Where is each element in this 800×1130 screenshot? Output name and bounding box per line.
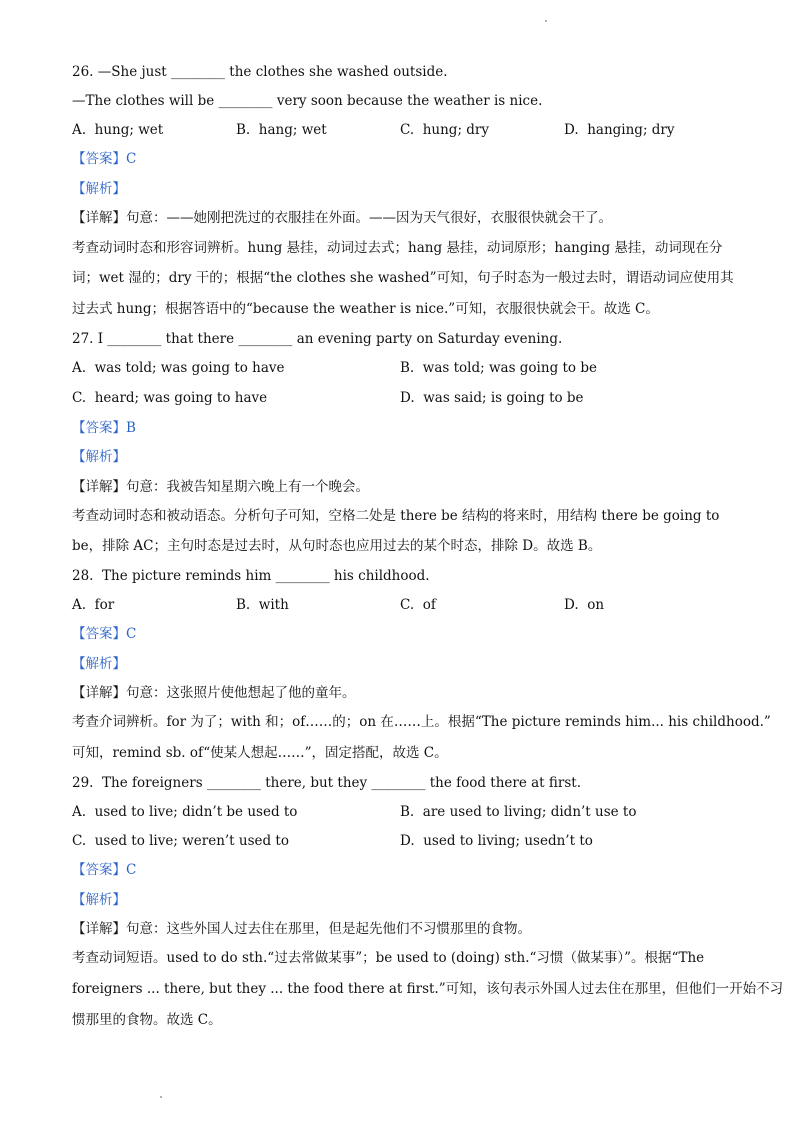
question-27-analysis-label: 【解析】 bbox=[72, 449, 126, 465]
question-27-answer: 【答案】B bbox=[72, 420, 136, 436]
question-27-detail-3: be，排除 AC；主句时态是过去时，从句时态也应用过去的某个时态，排除 D。故选 B。 bbox=[72, 538, 602, 554]
scan-dot bbox=[160, 1096, 162, 1098]
question-28-option-b: B. with bbox=[236, 597, 289, 613]
question-28-option-d: D. on bbox=[564, 597, 605, 613]
question-28-detail-1: 【详解】句意：这张照片使他想起了他的童年。 bbox=[72, 685, 356, 701]
question-29-detail-2: 考查动词短语。used to do sth.“过去常做某事”；be used to (doing) sth.“习惯（做某事）”。根据“The bbox=[72, 950, 705, 966]
question-26-option-c: C. hung; dry bbox=[400, 122, 490, 138]
question-26-detail-4: 过去式 hung；根据答语中的“because the weather is nice.”可知，衣服很快就会干。故选 C。 bbox=[72, 301, 659, 317]
question-29-stem: 29. The foreigners ________ there, but they ________ the food there at first. bbox=[72, 775, 582, 791]
question-29-detail-4: 惯那里的食物。故选 C。 bbox=[72, 1012, 222, 1028]
question-29-answer: 【答案】C bbox=[72, 862, 137, 878]
question-27-option-b: B. was told; was going to be bbox=[400, 360, 597, 376]
question-28-answer: 【答案】C bbox=[72, 626, 137, 642]
question-26-answer: 【答案】C bbox=[72, 151, 137, 167]
question-28-option-c: C. of bbox=[400, 597, 436, 613]
question-29-option-a: A. used to live; didn’t be used to bbox=[72, 804, 298, 820]
question-26-option-d: D. hanging; dry bbox=[564, 122, 675, 138]
question-27-stem: 27. I ________ that there ________ an evening party on Saturday evening. bbox=[72, 331, 563, 347]
question-29-option-d: D. used to living; usedn’t to bbox=[400, 833, 593, 849]
question-27-option-d: D. was said; is going to be bbox=[400, 390, 584, 406]
question-29-option-c: C. used to live; weren’t used to bbox=[72, 833, 289, 849]
question-29-option-b: B. are used to living; didn’t use to bbox=[400, 804, 637, 820]
question-26-stem: 26. —She just ________ the clothes she washed outside. bbox=[72, 64, 448, 80]
question-28-stem: 28. The picture reminds him ________ his childhood. bbox=[72, 568, 430, 584]
question-26-detail-1: 【详解】句意：——她刚把洗过的衣服挂在外面。——因为天气很好，衣服很快就会干了。 bbox=[72, 210, 612, 226]
question-28-detail-2: 考查介词辨析。for 为了；with 和；of……的；on 在……上。根据“The picture reminds him... his childhood.” bbox=[72, 714, 771, 730]
scan-dot bbox=[545, 20, 547, 22]
question-29-detail-3: foreigners ... there, but they ... the food there at first.”可知，该句表示外国人过去住在那里，但他们一开始不习 bbox=[72, 981, 784, 997]
question-27-detail-2: 考查动词时态和被动语态。分析句子可知，空格二处是 there be 结构的将来时，用结构 there be going to bbox=[72, 508, 720, 524]
question-26-option-b: B. hang; wet bbox=[236, 122, 327, 138]
question-26-detail-3: 词；wet 湿的；dry 干的；根据“the clothes she washed”可知，句子时态为一般过去时，谓语动词应使用其 bbox=[72, 270, 734, 286]
question-26-detail-2: 考查动词时态和形容词辨析。hung 悬挂，动词过去式；hang 悬挂，动词原形；hanging 悬挂，动词现在分 bbox=[72, 240, 723, 256]
question-27-option-a: A. was told; was going to have bbox=[72, 360, 285, 376]
question-28-analysis-label: 【解析】 bbox=[72, 656, 126, 672]
question-26-analysis-label: 【解析】 bbox=[72, 181, 126, 197]
question-29-detail-1: 【详解】句意：这些外国人过去住在那里，但是起先他们不习惯那里的食物。 bbox=[72, 921, 531, 937]
question-29-analysis-label: 【解析】 bbox=[72, 892, 126, 908]
question-27-detail-1: 【详解】句意：我被告知星期六晚上有一个晚会。 bbox=[72, 479, 369, 495]
question-28-option-a: A. for bbox=[72, 597, 115, 613]
question-28-detail-3: 可知，remind sb. of“使某人想起……”，固定搭配，故选 C。 bbox=[72, 745, 448, 761]
question-27-option-c: C. heard; was going to have bbox=[72, 390, 268, 406]
question-26-option-a: A. hung; wet bbox=[72, 122, 164, 138]
question-26-stem-2: —The clothes will be ________ very soon because the weather is nice. bbox=[72, 93, 543, 109]
